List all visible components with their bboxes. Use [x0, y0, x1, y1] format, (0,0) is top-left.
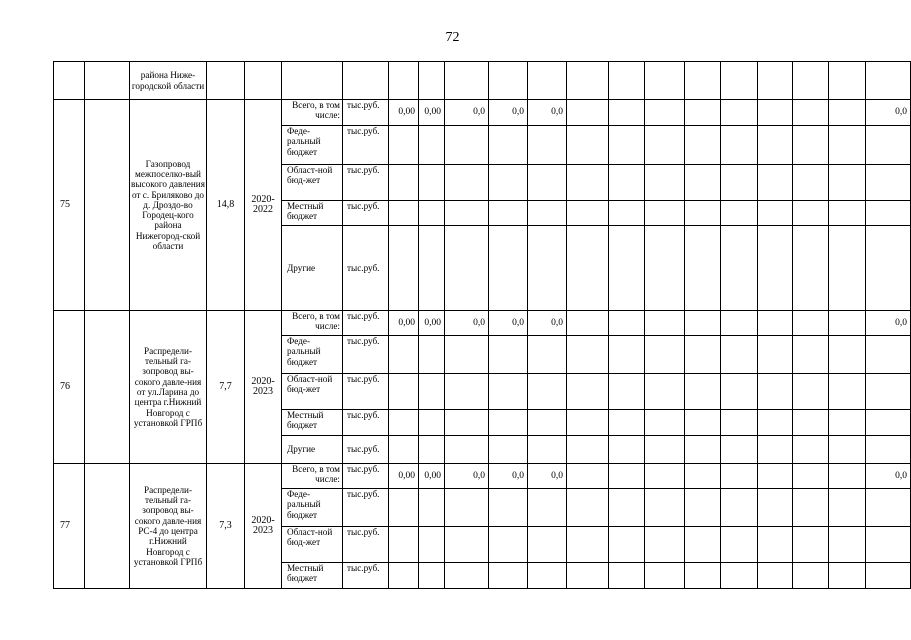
- row-number: 77: [54, 464, 85, 589]
- value-cell: 0,00: [389, 311, 419, 336]
- value-cell: 0,0: [445, 311, 489, 336]
- value-cell: [528, 165, 567, 201]
- value-cell: [758, 336, 793, 374]
- value-cell: [609, 527, 645, 563]
- value-cell: [567, 311, 609, 336]
- value-cell: [758, 410, 793, 436]
- value-cell: [758, 374, 793, 410]
- value-cell: [567, 464, 609, 489]
- value-cell: [528, 336, 567, 374]
- value-cell: [645, 464, 685, 489]
- value-cell: [685, 489, 721, 527]
- value-cell: [721, 410, 758, 436]
- value-cell: [758, 527, 793, 563]
- value-cell: [609, 489, 645, 527]
- value-cell: [609, 563, 645, 589]
- table-body: [54, 62, 911, 589]
- unit: тыс.руб.: [343, 489, 389, 527]
- value-cell: [609, 126, 645, 165]
- cell: [245, 62, 282, 100]
- value-cell: [489, 563, 528, 589]
- value-cell: [793, 410, 829, 436]
- value-cell: [866, 226, 911, 311]
- value-cell: [793, 464, 829, 489]
- value-cell: [685, 436, 721, 464]
- value-cell: [645, 311, 685, 336]
- length-km: 7,7: [207, 311, 245, 464]
- unit: тыс.руб.: [343, 100, 389, 126]
- implementation-period: 2020-2022: [245, 100, 282, 311]
- object-name: района Ниже-городской области: [130, 62, 207, 100]
- object-name: Распредели-тельный га-зопровод вы-сокого давле-ния РС-4 до центра г.Нижний Новгород с установкой ГРПб: [130, 464, 207, 589]
- value-cell: [721, 311, 758, 336]
- value-cell: [829, 464, 866, 489]
- value-cell: [489, 336, 528, 374]
- value-cell: 0,0: [528, 311, 567, 336]
- value-cell: 0,0: [489, 311, 528, 336]
- unit: тыс.руб.: [343, 226, 389, 311]
- value-cell: [445, 126, 489, 165]
- value-cell: [445, 489, 489, 527]
- value-cell: [528, 126, 567, 165]
- value-cell: [489, 374, 528, 410]
- value-cell: [609, 436, 645, 464]
- value-cell: 0,00: [389, 464, 419, 489]
- row-number: 75: [54, 100, 85, 311]
- funding-source: Всего, в том числе:: [282, 100, 343, 126]
- value-cell: [645, 336, 685, 374]
- value-cell: [645, 100, 685, 126]
- value-cell: [445, 410, 489, 436]
- value-cell: [389, 410, 419, 436]
- value-cell: [866, 165, 911, 201]
- funding-source: Другие: [282, 226, 343, 311]
- value-cell: 0,00: [419, 311, 445, 336]
- value-cell: [489, 489, 528, 527]
- value-cell: [489, 201, 528, 226]
- cell: [445, 62, 489, 100]
- value-cell: [866, 563, 911, 589]
- cell: [85, 100, 130, 311]
- value-cell: [419, 563, 445, 589]
- value-cell: 0,0: [528, 464, 567, 489]
- value-cell: [389, 436, 419, 464]
- value-cell: [445, 374, 489, 410]
- value-cell: [721, 527, 758, 563]
- cell: [721, 62, 758, 100]
- value-cell: [866, 527, 911, 563]
- value-cell: [758, 201, 793, 226]
- value-cell: [685, 374, 721, 410]
- value-cell: [685, 410, 721, 436]
- value-cell: [609, 336, 645, 374]
- cell: [85, 464, 130, 589]
- value-cell: [758, 100, 793, 126]
- value-cell: [609, 410, 645, 436]
- value-cell: [419, 436, 445, 464]
- value-cell: [528, 436, 567, 464]
- unit: тыс.руб.: [343, 126, 389, 165]
- length-km: 14,8: [207, 100, 245, 311]
- value-cell: [721, 374, 758, 410]
- value-cell: [645, 165, 685, 201]
- row-number: 76: [54, 311, 85, 464]
- value-cell: [609, 311, 645, 336]
- value-cell: [489, 410, 528, 436]
- page-number: 72: [445, 30, 460, 45]
- value-cell: [758, 165, 793, 201]
- value-cell: 0,0: [489, 100, 528, 126]
- unit: тыс.руб.: [343, 374, 389, 410]
- value-cell: [419, 201, 445, 226]
- value-cell: [829, 165, 866, 201]
- value-cell: [389, 374, 419, 410]
- investment-table: [53, 61, 911, 589]
- value-cell: [645, 201, 685, 226]
- value-cell: [721, 436, 758, 464]
- length-km: 7,3: [207, 464, 245, 589]
- value-cell: [829, 527, 866, 563]
- value-cell: [567, 527, 609, 563]
- value-cell: [389, 336, 419, 374]
- funding-source: Местный бюджет: [282, 201, 343, 226]
- value-cell: [829, 563, 866, 589]
- value-cell: [721, 201, 758, 226]
- value-cell: [389, 563, 419, 589]
- value-cell: [567, 410, 609, 436]
- value-cell: [685, 100, 721, 126]
- value-cell: [721, 126, 758, 165]
- value-cell: [445, 527, 489, 563]
- value-cell: [567, 100, 609, 126]
- value-cell: [758, 311, 793, 336]
- value-cell: [609, 100, 645, 126]
- value-cell: [445, 201, 489, 226]
- value-cell: [866, 436, 911, 464]
- value-cell: [567, 226, 609, 311]
- funding-source: Област-ной бюд-жет: [282, 527, 343, 563]
- value-cell: [793, 100, 829, 126]
- value-cell: [829, 311, 866, 336]
- value-cell: [721, 489, 758, 527]
- value-cell: [389, 201, 419, 226]
- unit: тыс.руб.: [343, 201, 389, 226]
- value-cell: 0,00: [389, 100, 419, 126]
- value-cell: [567, 201, 609, 226]
- value-cell: [793, 527, 829, 563]
- value-cell: [419, 527, 445, 563]
- value-cell: [721, 336, 758, 374]
- value-cell: [419, 126, 445, 165]
- table-row: [54, 62, 911, 100]
- value-cell: [645, 563, 685, 589]
- value-cell: [866, 336, 911, 374]
- implementation-period: 2020-2023: [245, 464, 282, 589]
- value-cell: [758, 226, 793, 311]
- value-cell: [645, 436, 685, 464]
- value-cell: [758, 436, 793, 464]
- value-cell: [489, 527, 528, 563]
- value-cell: [829, 126, 866, 165]
- value-cell: [685, 527, 721, 563]
- funding-source: Местный бюджет: [282, 410, 343, 436]
- value-cell: [528, 489, 567, 527]
- value-cell: [609, 165, 645, 201]
- value-cell: 0,00: [419, 464, 445, 489]
- value-cell: [793, 311, 829, 336]
- value-cell: [721, 100, 758, 126]
- value-cell: [528, 374, 567, 410]
- value-cell: 0,0: [528, 100, 567, 126]
- value-cell: [758, 489, 793, 527]
- value-cell: [829, 100, 866, 126]
- table-row: [54, 464, 911, 489]
- funding-source: Феде-ральный бюджет: [282, 489, 343, 527]
- value-cell: [419, 489, 445, 527]
- unit: тыс.руб.: [343, 563, 389, 589]
- value-cell: [829, 226, 866, 311]
- value-cell: [528, 563, 567, 589]
- value-cell: [389, 126, 419, 165]
- value-cell: [829, 410, 866, 436]
- value-cell: [793, 336, 829, 374]
- value-cell: [645, 126, 685, 165]
- value-cell: [758, 563, 793, 589]
- cell: [609, 62, 645, 100]
- funding-source: Феде-ральный бюджет: [282, 126, 343, 165]
- implementation-period: 2020-2023: [245, 311, 282, 464]
- value-cell: [866, 201, 911, 226]
- funding-source: Местный бюджет: [282, 563, 343, 589]
- value-cell: [645, 374, 685, 410]
- cell: [389, 62, 419, 100]
- funding-source: Феде-ральный бюджет: [282, 336, 343, 374]
- cell: [207, 62, 245, 100]
- value-cell: [721, 563, 758, 589]
- value-cell: [685, 563, 721, 589]
- value-cell: [685, 165, 721, 201]
- value-cell: [721, 464, 758, 489]
- value-cell: [419, 226, 445, 311]
- value-cell: [609, 226, 645, 311]
- value-cell: [489, 436, 528, 464]
- value-cell: [758, 126, 793, 165]
- table-row: [54, 311, 911, 336]
- value-cell: [685, 126, 721, 165]
- funding-source: Всего, в том числе:: [282, 464, 343, 489]
- value-cell: 0,0: [489, 464, 528, 489]
- value-cell: [445, 165, 489, 201]
- value-cell: [793, 374, 829, 410]
- value-cell: [685, 201, 721, 226]
- value-cell: [866, 410, 911, 436]
- value-cell: [829, 201, 866, 226]
- value-cell: [567, 126, 609, 165]
- value-cell: [419, 165, 445, 201]
- value-cell: [793, 226, 829, 311]
- cell: [489, 62, 528, 100]
- value-cell: [866, 126, 911, 165]
- value-cell: [645, 527, 685, 563]
- cell: [866, 62, 911, 100]
- value-cell: [567, 436, 609, 464]
- value-cell: [445, 436, 489, 464]
- funding-source: Другие: [282, 436, 343, 464]
- table-row: [54, 100, 911, 126]
- value-cell: [567, 374, 609, 410]
- unit: тыс.руб.: [343, 410, 389, 436]
- value-cell: [793, 201, 829, 226]
- funding-source: Област-ной бюд-жет: [282, 374, 343, 410]
- value-cell: 0,0: [866, 100, 911, 126]
- cell: [793, 62, 829, 100]
- value-cell: 0,0: [866, 464, 911, 489]
- value-cell: [567, 165, 609, 201]
- cell: [829, 62, 866, 100]
- value-cell: [793, 563, 829, 589]
- cell: [85, 311, 130, 464]
- cell: [54, 62, 85, 100]
- value-cell: [445, 563, 489, 589]
- value-cell: [793, 436, 829, 464]
- unit: тыс.руб.: [343, 527, 389, 563]
- cell: [419, 62, 445, 100]
- value-cell: [866, 374, 911, 410]
- value-cell: [685, 336, 721, 374]
- value-cell: [721, 226, 758, 311]
- value-cell: [567, 489, 609, 527]
- value-cell: [389, 489, 419, 527]
- value-cell: [389, 527, 419, 563]
- value-cell: [489, 226, 528, 311]
- unit: тыс.руб.: [343, 336, 389, 374]
- unit: тыс.руб.: [343, 436, 389, 464]
- value-cell: [829, 336, 866, 374]
- value-cell: [645, 226, 685, 311]
- value-cell: [721, 165, 758, 201]
- cell: [85, 62, 130, 100]
- cell: [567, 62, 609, 100]
- cell: [528, 62, 567, 100]
- value-cell: 0,0: [445, 464, 489, 489]
- value-cell: [829, 436, 866, 464]
- cell: [758, 62, 793, 100]
- value-cell: [866, 489, 911, 527]
- value-cell: [829, 489, 866, 527]
- value-cell: [489, 126, 528, 165]
- value-cell: [419, 374, 445, 410]
- value-cell: [419, 410, 445, 436]
- value-cell: [528, 201, 567, 226]
- value-cell: [528, 410, 567, 436]
- value-cell: 0,0: [445, 100, 489, 126]
- value-cell: [758, 464, 793, 489]
- value-cell: [685, 311, 721, 336]
- cell: [645, 62, 685, 100]
- value-cell: [489, 165, 528, 201]
- cell: [685, 62, 721, 100]
- value-cell: [528, 226, 567, 311]
- funding-source: Всего, в том числе:: [282, 311, 343, 336]
- value-cell: [793, 165, 829, 201]
- object-name: Распредели-тельный га-зопровод вы-сокого давле-ния от ул.Ларина до центра г.Нижний Новгород с установкой ГРПб: [130, 311, 207, 464]
- value-cell: [793, 126, 829, 165]
- value-cell: [609, 464, 645, 489]
- value-cell: [445, 336, 489, 374]
- value-cell: [685, 464, 721, 489]
- value-cell: [389, 226, 419, 311]
- value-cell: [645, 489, 685, 527]
- unit: тыс.руб.: [343, 311, 389, 336]
- cell: [282, 62, 343, 100]
- object-name: Газопровод межпоселко-вый высокого давления от с. Бриляково до д. Дроздо-во Городец-кого района Нижегород-ской области: [130, 100, 207, 311]
- value-cell: 0,0: [866, 311, 911, 336]
- value-cell: [685, 226, 721, 311]
- unit: тыс.руб.: [343, 464, 389, 489]
- cell: [343, 62, 389, 100]
- value-cell: [829, 374, 866, 410]
- value-cell: [528, 527, 567, 563]
- value-cell: [609, 201, 645, 226]
- value-cell: [389, 165, 419, 201]
- value-cell: [567, 336, 609, 374]
- value-cell: [567, 563, 609, 589]
- unit: тыс.руб.: [343, 165, 389, 201]
- value-cell: [445, 226, 489, 311]
- value-cell: [419, 336, 445, 374]
- value-cell: [793, 489, 829, 527]
- value-cell: 0,00: [419, 100, 445, 126]
- funding-source: Област-ной бюд-жет: [282, 165, 343, 201]
- value-cell: [645, 410, 685, 436]
- value-cell: [609, 374, 645, 410]
